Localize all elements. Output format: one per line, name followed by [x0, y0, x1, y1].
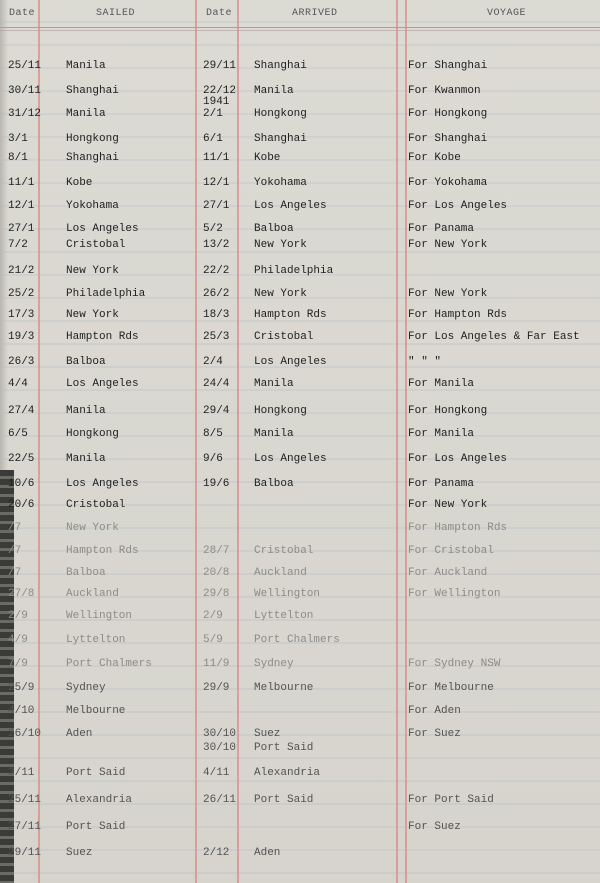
voyage-note: For Shanghai: [408, 60, 488, 72]
sailed-date: 26/10: [8, 728, 42, 740]
arrived-date: 22/12: [203, 85, 237, 97]
header-date-arrived: Date: [206, 8, 233, 19]
arrived-port: Cristobal: [254, 331, 314, 343]
arrived-date: 4/11: [203, 767, 230, 779]
arrived-date: 6/1: [203, 133, 223, 145]
voyage-note: For Hampton Rds: [408, 309, 508, 321]
sailed-date: 30/11: [8, 85, 42, 97]
arrived-date: 13/2: [203, 239, 230, 251]
sailed-port: Hampton Rds: [66, 331, 139, 343]
sailed-port: Alexandria: [66, 794, 133, 806]
arrived-port: Hampton Rds: [254, 309, 327, 321]
arrived-date: 2/4: [203, 356, 223, 368]
voyage-note: For Shanghai: [408, 133, 488, 145]
voyage-note: For Panama: [408, 223, 475, 235]
sailed-port: Shanghai: [66, 152, 119, 164]
voyage-note: For Melbourne: [408, 682, 494, 694]
voyage-note: For Kwanmon: [408, 85, 481, 97]
sailed-port: Port Said: [66, 767, 126, 779]
arrived-date: 2/12: [203, 847, 230, 859]
sailed-date: 2/9: [8, 610, 28, 622]
voyage-note: For Los Angeles: [408, 200, 508, 212]
arrived-port: Los Angeles: [254, 200, 327, 212]
arrived-port: Auckland: [254, 567, 307, 579]
sailed-port: Port Chalmers: [66, 658, 152, 670]
header-sailed: SAILED: [96, 8, 136, 19]
voyage-note: For Hongkong: [408, 108, 488, 120]
arrived-date: 9/6: [203, 453, 223, 465]
arrived-port: Port Said: [254, 794, 314, 806]
arrived-port: Melbourne: [254, 682, 314, 694]
arrived-port: Yokohama: [254, 177, 307, 189]
sailed-date: 6/5: [8, 428, 28, 440]
voyage-note: For Suez: [408, 821, 461, 833]
voyage-note: For Hampton Rds: [408, 522, 508, 534]
voyage-note: For New York: [408, 288, 488, 300]
sailed-date: 3/1: [8, 133, 28, 145]
column-rule: [396, 0, 398, 883]
arrived-date: 11/1: [203, 152, 230, 164]
sailed-date: 4/10: [8, 705, 35, 717]
sailed-port: Manila: [66, 108, 106, 120]
sailed-port: Sydney: [66, 682, 106, 694]
sailed-port: Auckland: [66, 588, 119, 600]
voyage-note: For Port Said: [408, 794, 494, 806]
arrived-date: 22/2: [203, 265, 230, 277]
arrived-date: 2/1: [203, 108, 223, 120]
voyage-note: For Los Angeles: [408, 453, 508, 465]
sailed-date: 12/1: [8, 200, 35, 212]
column-rule: [195, 0, 197, 883]
sailed-date: 4/4: [8, 378, 28, 390]
voyage-note: For Kobe: [408, 152, 461, 164]
sailed-port: Cristobal: [66, 499, 126, 511]
arrived-port: Manila: [254, 378, 294, 390]
arrived-date: 29/11: [203, 60, 237, 72]
voyage-note: For Sydney NSW: [408, 658, 501, 670]
voyage-note: For Cristobal: [408, 545, 494, 557]
sailed-date: 7/9: [8, 658, 28, 670]
arrived-date: 30/10: [203, 728, 237, 740]
sailed-port: Yokohama: [66, 200, 119, 212]
sailed-date: 31/12: [8, 108, 42, 120]
voyage-note: " " ": [408, 356, 442, 368]
arrived-port: Kobe: [254, 152, 281, 164]
arrived-port: Alexandria: [254, 767, 321, 779]
sailed-date: /7: [8, 545, 22, 557]
voyage-note: For Suez: [408, 728, 461, 740]
arrived-port: Shanghai: [254, 60, 307, 72]
arrived-port: Suez: [254, 728, 281, 740]
sailed-date: 26/3: [8, 356, 35, 368]
sailed-port: Balboa: [66, 356, 106, 368]
arrived-date: 28/7: [203, 545, 230, 557]
arrived-port: Balboa: [254, 223, 294, 235]
sailed-port: Suez: [66, 847, 93, 859]
voyage-note: For Hongkong: [408, 405, 488, 417]
voyage-note: For New York: [408, 239, 488, 251]
sailed-date: 27/1: [8, 223, 35, 235]
arrived-date: 27/1: [203, 200, 230, 212]
arrived-port: New York: [254, 239, 307, 251]
sailed-date: 17/3: [8, 309, 35, 321]
arrived-date: 11/9: [203, 658, 230, 670]
sailed-date: 25/11: [8, 794, 42, 806]
voyage-note: For Panama: [408, 478, 475, 490]
column-rule: [237, 0, 239, 883]
sailed-port: Los Angeles: [66, 223, 139, 235]
sailed-date: 27/8: [8, 588, 35, 600]
voyage-note: For Manila: [408, 428, 475, 440]
arrived-date: 5/2: [203, 223, 223, 235]
arrived-port: Balboa: [254, 478, 294, 490]
sailed-port: Kobe: [66, 177, 93, 189]
arrived-port: Shanghai: [254, 133, 307, 145]
arrived-date: 8/5: [203, 428, 223, 440]
sailed-date: 7/2: [8, 239, 28, 251]
arrived-date: 29/4: [203, 405, 230, 417]
sailed-port: Hongkong: [66, 428, 119, 440]
sailed-port: Philadelphia: [66, 288, 146, 300]
sailed-port: Manila: [66, 405, 106, 417]
arrived-date: 26/2: [203, 288, 230, 300]
arrived-date: 29/8: [203, 588, 230, 600]
arrived-port: Hongkong: [254, 405, 307, 417]
voyage-note: For Los Angeles & Far East: [408, 331, 580, 343]
sailed-port: Hampton Rds: [66, 545, 139, 557]
voyage-note: For Yokohama: [408, 177, 488, 189]
sailed-port: Manila: [66, 60, 106, 72]
sailed-port: Balboa: [66, 567, 106, 579]
sailed-date: 3/11: [8, 767, 35, 779]
sailed-date: 10/6: [8, 478, 35, 490]
sailed-port: New York: [66, 265, 119, 277]
arrived-date: 24/4: [203, 378, 230, 390]
sailed-date: 25/11: [8, 60, 42, 72]
voyage-note: For Manila: [408, 378, 475, 390]
arrived-port: Philadelphia: [254, 265, 334, 277]
arrived-port: Manila: [254, 428, 294, 440]
header-date-sailed: Date: [9, 8, 36, 19]
arrived-date: 2/9: [203, 610, 223, 622]
column-rule: [38, 0, 40, 883]
sailed-date: /7: [8, 567, 22, 579]
arrived-date: 5/9: [203, 634, 223, 646]
sailed-port: Manila: [66, 453, 106, 465]
header-voyage: VOYAGE: [487, 8, 527, 19]
sailed-port: Cristobal: [66, 239, 126, 251]
sailed-date: 22/5: [8, 453, 35, 465]
sailed-date: /7: [8, 522, 22, 534]
sailed-port: Lyttelton: [66, 634, 126, 646]
arrived-port: Los Angeles: [254, 453, 327, 465]
sailed-date: 11/1: [8, 177, 35, 189]
arrived-port: New York: [254, 288, 307, 300]
arrived-port: Port Said: [254, 742, 314, 754]
arrived-year: 1941: [203, 96, 230, 108]
page-edge-shadow: [0, 0, 8, 470]
arrived-port: Lyttelton: [254, 610, 314, 622]
sailed-port: New York: [66, 522, 119, 534]
column-rule: [405, 0, 407, 883]
header-rule: [0, 30, 600, 31]
voyage-note: For Wellington: [408, 588, 501, 600]
arrived-date: 19/6: [203, 478, 230, 490]
sailed-date: 4/9: [8, 634, 28, 646]
voyage-note: For Aden: [408, 705, 461, 717]
sailed-date: 20/6: [8, 499, 35, 511]
arrived-port: Manila: [254, 85, 294, 97]
sailed-date: 27/4: [8, 405, 35, 417]
arrived-date: 30/10: [203, 742, 237, 754]
arrived-date: 29/9: [203, 682, 230, 694]
arrived-date: 18/3: [203, 309, 230, 321]
arrived-port: Sydney: [254, 658, 294, 670]
arrived-date: 20/8: [203, 567, 230, 579]
sailed-port: Aden: [66, 728, 93, 740]
sailed-date: 19/3: [8, 331, 35, 343]
sailed-date: 8/1: [8, 152, 28, 164]
voyage-note: For Auckland: [408, 567, 488, 579]
sailed-port: Shanghai: [66, 85, 119, 97]
sailed-port: Wellington: [66, 610, 133, 622]
arrived-date: 12/1: [203, 177, 230, 189]
arrived-port: Aden: [254, 847, 281, 859]
sailed-port: New York: [66, 309, 119, 321]
sailed-date: 27/11: [8, 821, 42, 833]
sailed-date: 21/2: [8, 265, 35, 277]
sailed-port: Melbourne: [66, 705, 126, 717]
header-rule: [0, 27, 600, 28]
arrived-port: Cristobal: [254, 545, 314, 557]
voyage-note: For New York: [408, 499, 488, 511]
sailed-port: Los Angeles: [66, 378, 139, 390]
sailed-port: Port Said: [66, 821, 126, 833]
sailed-date: 25/9: [8, 682, 35, 694]
arrived-date: 26/11: [203, 794, 237, 806]
arrived-port: Los Angeles: [254, 356, 327, 368]
sailed-date: 29/11: [8, 847, 42, 859]
sailed-port: Hongkong: [66, 133, 119, 145]
arrived-port: Hongkong: [254, 108, 307, 120]
arrived-date: 25/3: [203, 331, 230, 343]
sailed-date: 25/2: [8, 288, 35, 300]
header-arrived: ARRIVED: [292, 8, 338, 19]
arrived-port: Wellington: [254, 588, 321, 600]
arrived-port: Port Chalmers: [254, 634, 340, 646]
sailed-port: Los Angeles: [66, 478, 139, 490]
